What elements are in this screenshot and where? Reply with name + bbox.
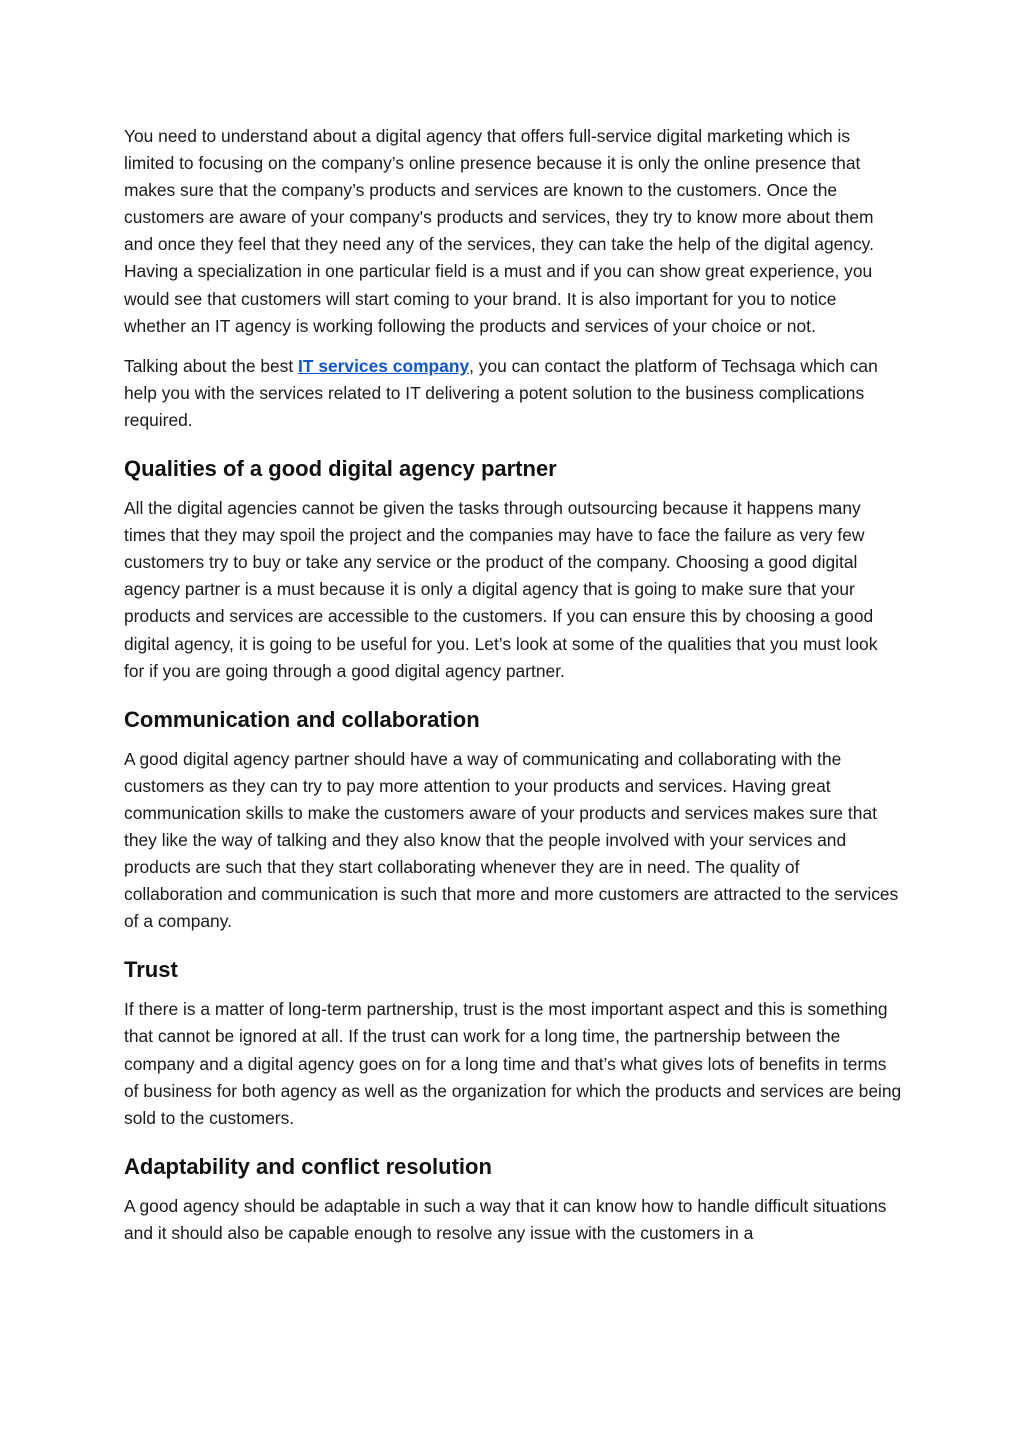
adaptability-paragraph: A good agency should be adaptable in such a way that it can know how to handle difficult situations and it should also be capable enough to resolve any issue with the customers in a [124,1195,887,1243]
trust-paragraph: If there is a matter of long-term partnership, trust is the most important aspect and this is something that cannot be ignored at all. If the trust can work for a long time, the partnership between the company and a digital agency goes on for a long time and that’s what gives lots of benefits in terms of business for both agency as well as the organization for which the products and services are being sold to the customers. [124,999,902,1128]
heading-adaptability: Adaptability and conflict resolution [124,1153,492,1179]
techsaga-paragraph-lead: Talking about the best [124,355,299,376]
heading-trust: Trust [124,957,178,983]
document-body [124,123,902,1260]
heading-communication: Communication and collaboration [124,706,480,732]
communication-paragraph: A good digital agency partner should have a way of communicating and collaborating with the customers as they can try to pay more attention to your products and services. Having great communication skills to make the customers aware of your products and services makes sure that they like the way of talking and they also know that the people involved with your services and products are such that they start collaborating whenever they are in need. The quality of collaboration and communication is such that more and more customers are attracted to the services of a company. [124,748,899,932]
techsaga-paragraph-rest: , you can contact the platform of Techsaga which can help you with the services related to IT delivering a potent solution to the business complications required. [124,355,878,430]
qualities-paragraph: All the digital agencies cannot be given the tasks through outsourcing because it happens many times that they may spoil the project and the companies may have to face the failure as very few customers try to buy or take any service or the product of the company. Choosing a good digital agency partner is a must because it is only a digital agency that is going to make sure that your products and services are accessible to the customers. If you can ensure this by choosing a good digital agency, it is going to be useful for you. Let’s look at some of the qualities that you must look for if you are going through a good digital agency partner. [124,498,878,681]
techsaga-paragraph [124,353,902,434]
it-services-company-link[interactable]: IT services company [298,355,470,376]
heading-qualities: Qualities of a good digital agency partner [124,456,557,482]
intro-paragraph: You need to understand about a digital agency that offers full-service digital marketing which is limited to focusing on the company’s online presence because it is only the online presence that makes sure that the company’s products and services are known to the customers. Once the customers are aware of your company's products and services, they try to know more about them and once they feel that they need any of the services, they can take the help of the digital agency. Having a specialization in one particular field is a must and if you can show great experience, you would see that customers will start coming to your brand. It is also important for you to notice whether an IT agency is working following the products and services of your choice or not. [124,126,874,336]
